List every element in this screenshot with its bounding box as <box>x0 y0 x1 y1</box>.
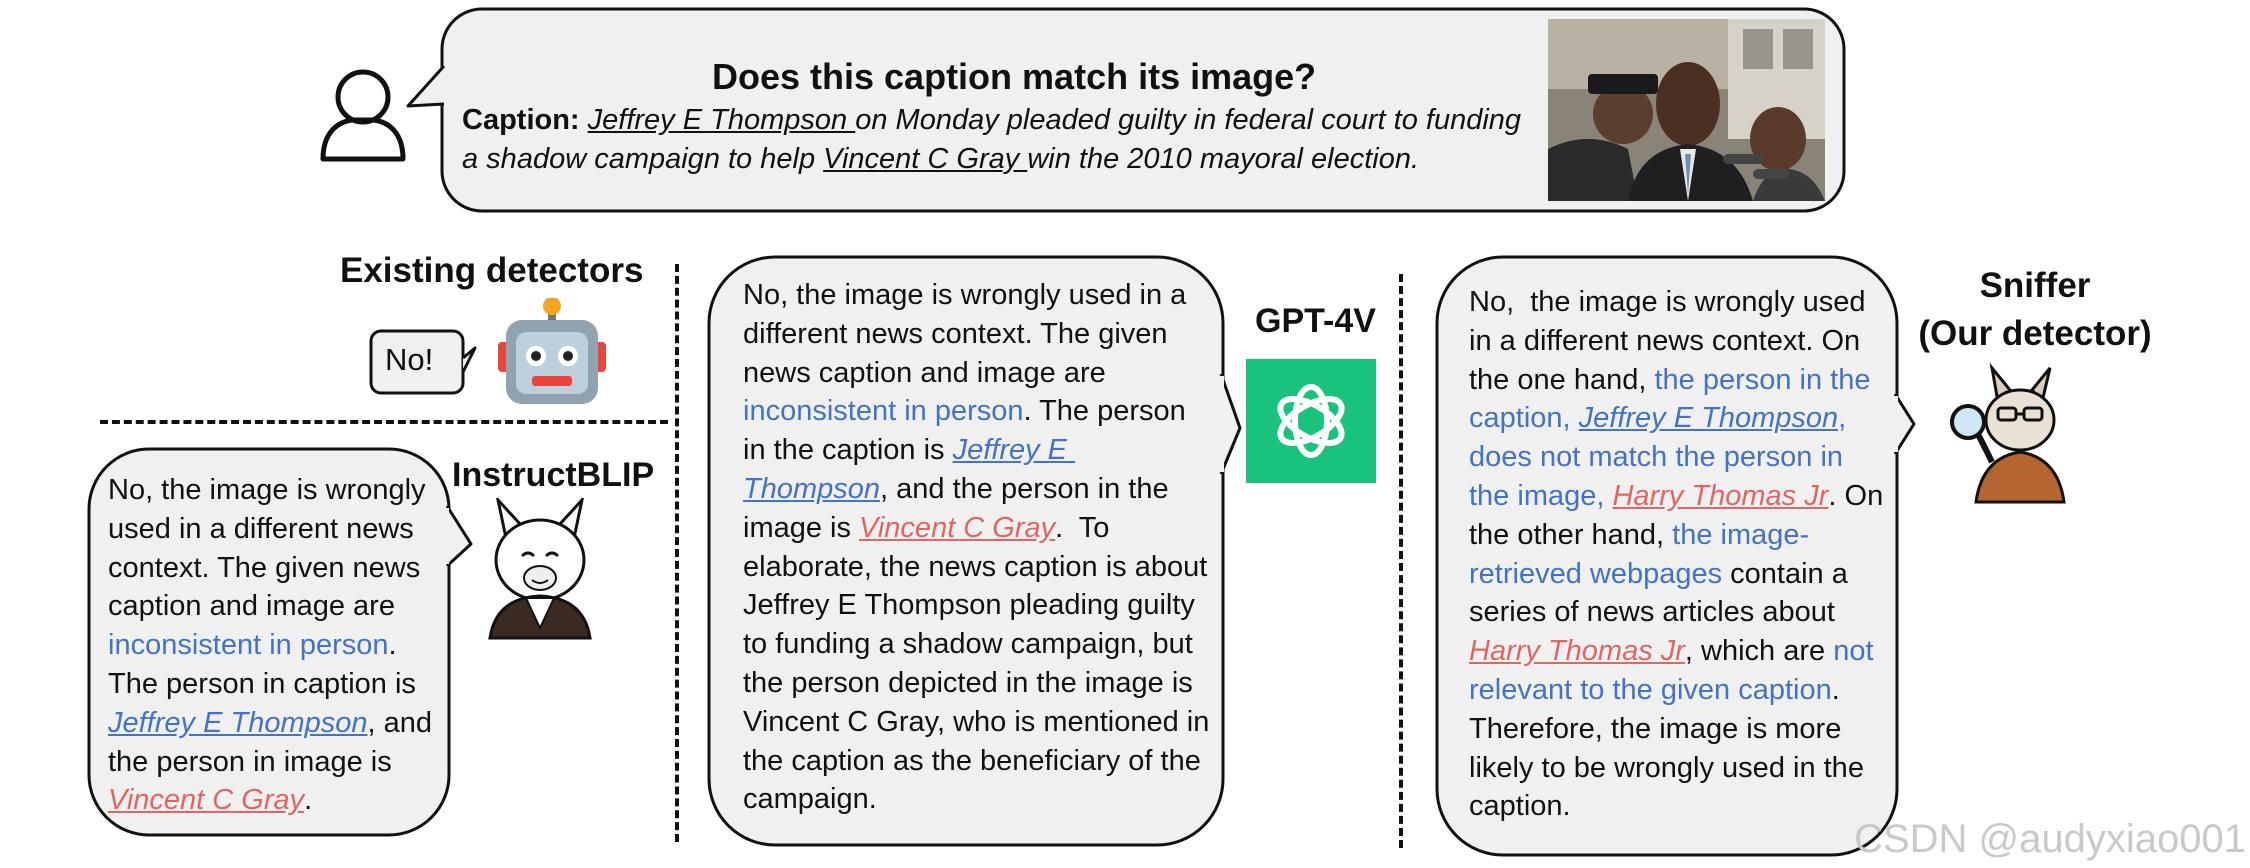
watermark: CSDN @audyxiao001 <box>1854 817 2246 861</box>
user-icon <box>318 68 408 164</box>
instructblip-text-part: . <box>304 784 313 817</box>
sniffer-text-part: Harry Thomas Jr <box>1469 635 1685 668</box>
news-photo <box>1548 19 1825 201</box>
gpt4v-text-part: . To elaborate, the news caption is about Jeffrey E Thompson pleading guilty to funding a shadow campaign, but the person depicted in the image is Vincent C Gray, who is mentioned in the caption as the beneficiary of the campaign. <box>743 511 1218 816</box>
instructblip-text-part: , and the person in image is <box>108 706 441 778</box>
sniffer-text-part: , does not match the person in the image, <box>1469 402 1855 512</box>
sniffer-text <box>1469 283 1892 826</box>
sniffer-detective-icon <box>1946 362 2088 504</box>
sniffer-text-part: No, the image is wrongly used in a different news context. On the one hand, <box>1469 286 1874 396</box>
divider-left <box>675 264 679 842</box>
no-label: No! <box>385 342 434 377</box>
caption-label: Caption: <box>462 104 588 136</box>
horizontal-divider <box>100 420 668 424</box>
instructblip-text-part: . The person in caption is <box>108 629 424 700</box>
gpt4v-title: GPT-4V <box>1255 302 1376 340</box>
sniffer-text-part: Harry Thomas Jr <box>1612 479 1829 512</box>
instructblip-title: InstructBLIP <box>452 456 655 494</box>
caption-name-gray: Vincent C Gray <box>823 142 1028 175</box>
robot-icon <box>496 298 608 408</box>
instructblip-text-part: No, the image is wrongly used in a different news context. The given news caption and image are <box>108 474 434 623</box>
caption-part: on Monday pleaded guilty in federal court to funding <box>855 104 1522 136</box>
gpt4v-text-part: inconsistent in person <box>743 395 1024 428</box>
gpt4v-text-part: Vincent C Gray <box>859 511 1056 544</box>
openai-logo-icon <box>1246 359 1376 483</box>
caption-name-thompson: Jeffrey E Thompson <box>587 104 856 136</box>
sniffer-text-part: Jeffrey E Thompson <box>1578 402 1839 435</box>
sniffer-text-part: , which are <box>1684 635 1834 668</box>
gpt4v-text-part: Jeffrey E Thompson <box>743 434 1076 505</box>
instructblip-text-part: Jeffrey E Thompson <box>108 706 368 739</box>
instructblip-text-part: Vincent C Gray <box>108 784 305 817</box>
gpt4v-text <box>743 276 1218 819</box>
instructblip-text <box>108 471 448 820</box>
caption-part: a shadow campaign to help <box>462 142 824 175</box>
gpt4v-text-part: . The person in the caption is <box>743 395 1194 467</box>
sniffer-title-line2: (Our detector) <box>1918 314 2152 353</box>
existing-detectors-title: Existing detectors <box>340 251 644 290</box>
sniffer-title-line1: Sniffer <box>1979 266 2091 305</box>
sniffer-text-part: the person in the caption, <box>1469 363 1879 435</box>
caption-text <box>462 101 1552 178</box>
gpt4v-text-part: No, the image is wrongly used in a different news context. The given news caption and image are <box>743 279 1195 389</box>
sniffer-text-part: . On the other hand, <box>1469 479 1892 551</box>
sniffer-title <box>1910 262 2160 358</box>
sniffer-text-part: contain a series of news articles about <box>1469 557 1856 629</box>
gpt4v-text-part: , and the person in the image is <box>743 472 1177 544</box>
sniffer-text-part: . Therefore, the image is more likely to be wrongly used in the caption. <box>1469 673 1873 823</box>
question-title: Does this caption match its image? <box>712 56 1317 97</box>
caption-part: win the 2010 mayoral election. <box>1027 142 1420 175</box>
sniffer-text-part: not relevant to the given caption <box>1469 635 1882 706</box>
instructblip-text-part: inconsistent in person <box>108 629 389 662</box>
divider-right <box>1399 274 1403 848</box>
llama-icon <box>476 498 604 640</box>
sniffer-text-part: the image-retrieved webpages <box>1469 518 1810 590</box>
